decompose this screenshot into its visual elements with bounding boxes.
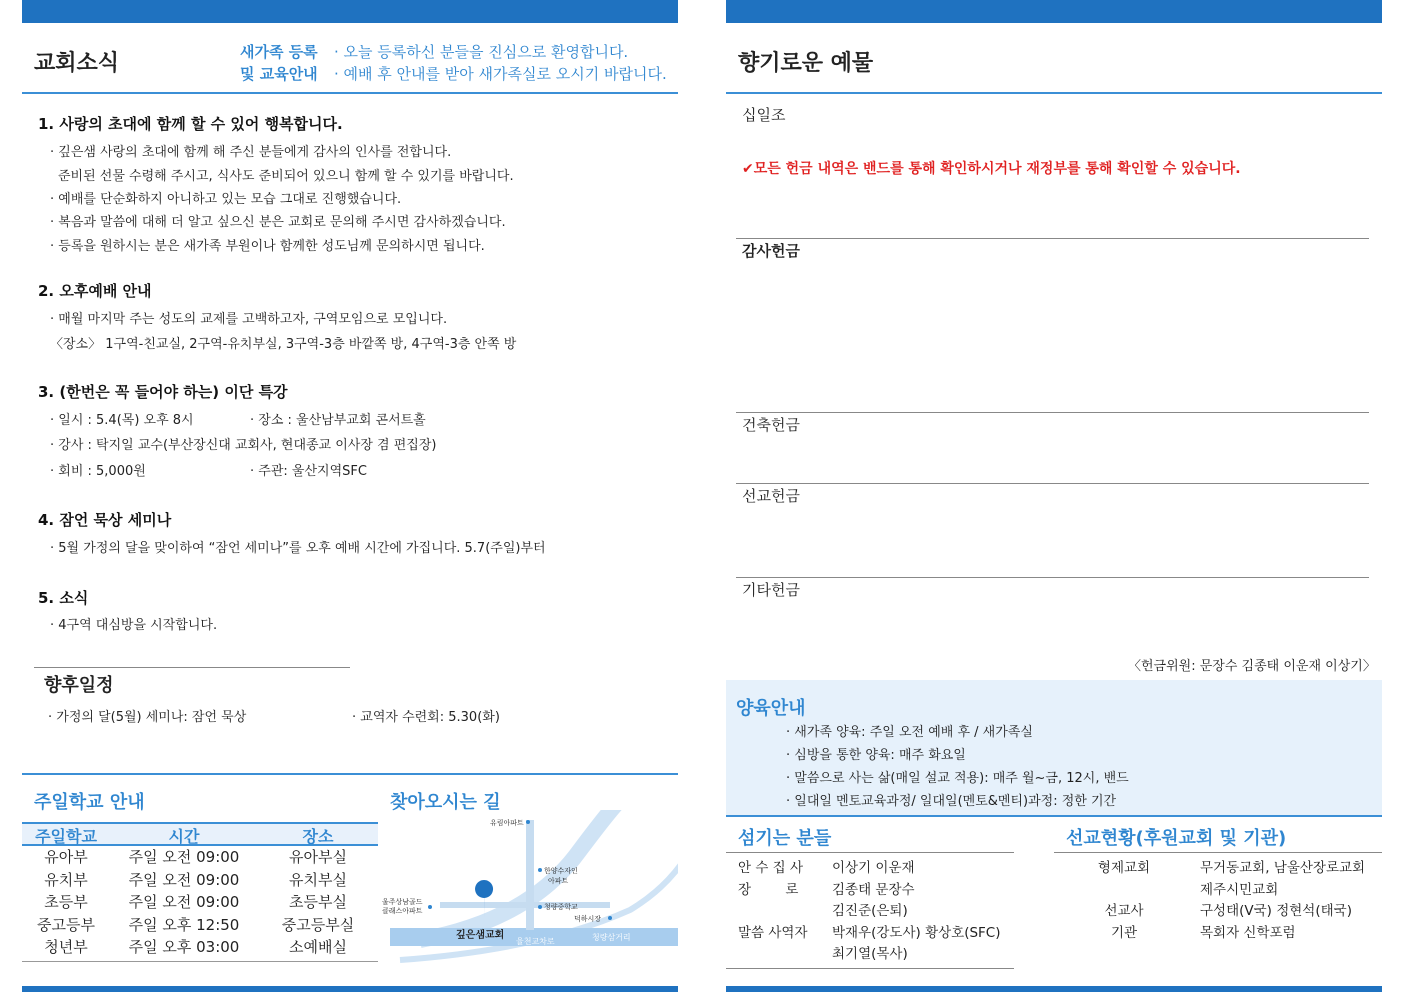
section-4-line: · 5월 가정의 달을 맞이하여 “잠언 세미나”를 오후 예배 시간에 가집니다. 5.7(주일)부터: [50, 541, 546, 556]
section-2-line: · 매월 마지막 주는 성도의 교제를 고백하고자, 구역모임으로 모입니다.: [50, 312, 448, 327]
sunday-school-rule: [22, 773, 678, 775]
mission-names: 제주시민교회: [1200, 881, 1279, 898]
table-cell-school: 초등부: [44, 893, 88, 911]
map-label-office: 덕하시장: [574, 915, 602, 923]
section-1-line: 준비된 선물 수령해 주시고, 식사도 준비되어 있으니 함께 할 수 있기를 바랍니다.: [58, 169, 514, 184]
other-offering-label: 기타헌금: [742, 581, 800, 599]
lecture-host: · 주관: 울산지역SFC: [250, 464, 367, 479]
thanks-label: 감사헌금: [742, 242, 800, 260]
map-label-church: 깊은샘교회: [456, 930, 505, 941]
servant-row: [738, 858, 1018, 880]
mission-title: 선교현황(후원교회 및 기관): [1066, 828, 1287, 849]
section-2-line: 〈장소〉 1구역-친교실, 2구역-유치부실, 3구역-3층 바깥쪽 방, 4구역-3층 안쪽 방: [50, 337, 517, 352]
map-label-apt1: 유림아파트: [490, 819, 524, 827]
table-row: [22, 914, 378, 937]
table-cell-school: 청년부: [44, 938, 88, 956]
section-4-title: 4. 잠언 묵상 세미나: [38, 511, 172, 529]
mission-category: [1078, 880, 1200, 902]
servant-names: 최기열(목사): [832, 946, 908, 962]
offering-rule: [736, 577, 1369, 578]
table-body: [22, 846, 378, 959]
table-row: [22, 846, 378, 869]
table-cell-time: 주일 오전 09:00: [128, 848, 240, 866]
table-cell-time: 주일 오후 12:50: [128, 915, 240, 934]
section-1-title: 1. 사랑의 초대에 함께 할 수 있어 행복합니다.: [38, 115, 343, 133]
lecture-date: · 일시 : 5.4(목) 오후 8시: [50, 413, 194, 428]
page-title-left: 교회소식: [34, 51, 120, 76]
section-1-line: · 예배를 단순화하지 아니하고 있는 모습 그대로 진행했습니다.: [50, 192, 402, 207]
servant-row: [738, 901, 1018, 923]
mission-row: [1078, 901, 1378, 923]
section-2-title: 2. 오후예배 안내: [38, 282, 152, 300]
map[interactable]: [380, 810, 678, 968]
map-label-road2: 청량삼거리: [592, 933, 631, 942]
map-label-school: 청량중학교: [544, 903, 578, 911]
servants-rule: [726, 852, 1014, 853]
table-cell-time: 주일 오전 09:00: [128, 870, 240, 889]
table-cell-school: 중고등부: [37, 915, 95, 934]
newcomer-line1: · 오늘 등록하신 분들을 진심으로 환영합니다.: [334, 43, 629, 61]
section-5-line: · 4구역 대심방을 시작합니다.: [50, 618, 218, 633]
newcomer-label-line1: 새가족 등록: [240, 43, 318, 61]
mission-category: 선교사: [1104, 903, 1144, 919]
bottom-bar-left: [22, 986, 678, 992]
map-label-apt2: 한양수자인: [544, 867, 578, 875]
section-5-title: 5. 소식: [38, 589, 89, 607]
mission-row: [1078, 880, 1378, 902]
table-cell-school: 유아부: [44, 848, 88, 866]
nurture-title: 양육안내: [736, 698, 806, 719]
offering-rule: [736, 412, 1369, 413]
schedule-item: · 교역자 수련회: 5.30(화): [352, 710, 500, 725]
mission-list: [1078, 858, 1378, 944]
table-row: [22, 936, 378, 959]
section-1-line: · 등록을 원하시는 분은 새가족 부원이나 함께한 성도님께 문의하시면 됩니다.: [50, 239, 485, 254]
table-header-row: [22, 822, 378, 846]
servant-role: [738, 944, 832, 966]
offering-rule: [736, 238, 1369, 239]
newcomer-line2: · 예배 후 안내를 받아 새가족실로 오시기 바랍니다.: [334, 65, 667, 83]
section-3-title: 3. (한번은 꼭 들어야 하는) 이단 특강: [38, 383, 288, 401]
table-cell-time: 주일 오전 09:00: [128, 893, 240, 911]
title-rule-left: [22, 92, 678, 94]
section-1-line: · 복음과 말씀에 대해 더 알고 싶으신 분은 교회로 문의해 주시면 감사하겠습니다.: [50, 215, 506, 230]
top-bar-right: [726, 0, 1382, 23]
table-bottom-rule: [22, 961, 378, 962]
newcomer-text: [334, 41, 667, 85]
servant-role: 안 수 집 사: [738, 860, 804, 876]
schedule-rule: [34, 667, 350, 668]
mission-row: [1078, 923, 1378, 945]
top-bar-left: [22, 0, 678, 23]
servant-names: 이상기 이운재: [832, 860, 915, 876]
sunday-school-table: [22, 822, 378, 964]
table-header-place: 장소: [302, 827, 334, 846]
mission-category: 기관: [1110, 924, 1138, 941]
newcomer-label-line2: 및 교육안내: [240, 65, 318, 83]
page-title-right: 향기로운 예물: [738, 51, 874, 76]
servants-bottom-rule: [726, 968, 1014, 969]
servant-row: [738, 944, 1018, 966]
mission-offering-label: 선교헌금: [742, 487, 800, 505]
section-1-line: · 깊은샘 사랑의 초대에 함께 해 주신 분들에게 감사의 인사를 전합니다.: [50, 145, 452, 160]
nurture-rule: [726, 815, 1382, 817]
lecture-lecturer: · 강사 : 탁지일 교수(부산장신대 교회사, 현대종교 이사장 겸 편집장): [50, 438, 437, 453]
building-label: 건축헌금: [742, 416, 800, 434]
servant-role: [738, 901, 832, 923]
bottom-bar-right: [726, 986, 1382, 992]
tithe-label: 십일조: [742, 106, 786, 124]
map-label-road1: 율천교차로: [516, 937, 555, 946]
nurture-line: · 새가족 양육: 주일 오전 예배 후 / 새가족실: [786, 725, 1033, 740]
servant-row: [738, 880, 1018, 902]
servant-names: 박재우(강도사) 황상호(SFC): [832, 924, 1001, 941]
table-cell-place: 중고등부실: [281, 915, 355, 934]
mission-row: [1078, 858, 1378, 880]
nurture-line: · 일대일 멘토교육과정/ 일대일(멘토&멘티)과정: 정한 기간: [786, 794, 1117, 809]
nurture-line: · 심방을 통한 양육: 매주 화요일: [786, 748, 966, 763]
table-cell-school: 유치부: [44, 870, 88, 889]
newcomer-label: [240, 41, 318, 85]
nurture-line: · 말씀으로 사는 삶(매일 설교 적용): 매주 월~금, 12시, 밴드: [786, 771, 1129, 786]
nurture-box: [726, 680, 1382, 816]
title-rule-right: [726, 92, 1382, 94]
map-title: 찾아오시는 길: [390, 792, 501, 813]
schedule-item: · 가정의 달(5월) 세미나: 잠언 묵상: [48, 710, 247, 725]
table-cell-place: 소예배실: [289, 938, 347, 956]
table-row: [22, 869, 378, 892]
servant-names: 김진준(은퇴): [832, 903, 908, 919]
lecture-place: · 장소 : 울산남부교회 콘서트홀: [250, 413, 426, 428]
table-cell-place: 초등부실: [289, 893, 347, 911]
servants-title: 섬기는 분들: [738, 828, 832, 849]
offering-committee: 〈헌금위원: 문장수 김종태 이운재 이상기〉: [1128, 659, 1376, 674]
table-cell-place: 유치부실: [289, 870, 347, 889]
table-cell-place: 유아부실: [289, 848, 347, 866]
table-header-time: 시간: [168, 827, 200, 846]
sunday-school-title: 주일학교 안내: [34, 792, 145, 813]
servants-list: [738, 858, 1018, 966]
servant-names: 김종태 문장수: [832, 881, 915, 898]
table-cell-time: 주일 오후 03:00: [128, 938, 240, 956]
mission-names: 무거동교회, 남울산장로교회: [1200, 860, 1366, 876]
servant-role: 장 로: [738, 881, 799, 898]
table-header-school: 주일학교: [35, 827, 97, 846]
servant-role: 말씀 사역자: [738, 924, 808, 941]
mission-rule: [1054, 852, 1382, 853]
map-label-apt3: 울주상남골드: [382, 898, 423, 906]
map-label-apt3b: 클래스아파트: [382, 907, 423, 915]
lecture-fee: · 회비 : 5,000원: [50, 464, 146, 479]
servant-row: [738, 923, 1018, 945]
table-row: [22, 891, 378, 914]
mission-names: 구성태(V국) 정현석(태국): [1200, 903, 1352, 919]
offering-notice: ✔모든 헌금 내역은 밴드를 통해 확인하시거나 재정부를 통해 확인할 수 있습니다.: [742, 161, 1241, 177]
schedule-title: 향후일정: [44, 675, 114, 696]
mission-category: 형제교회: [1097, 860, 1151, 876]
offering-rule: [736, 483, 1369, 484]
map-label-apt2b: 아파트: [548, 877, 569, 885]
mission-names: 목회자 신학포럼: [1200, 924, 1296, 941]
